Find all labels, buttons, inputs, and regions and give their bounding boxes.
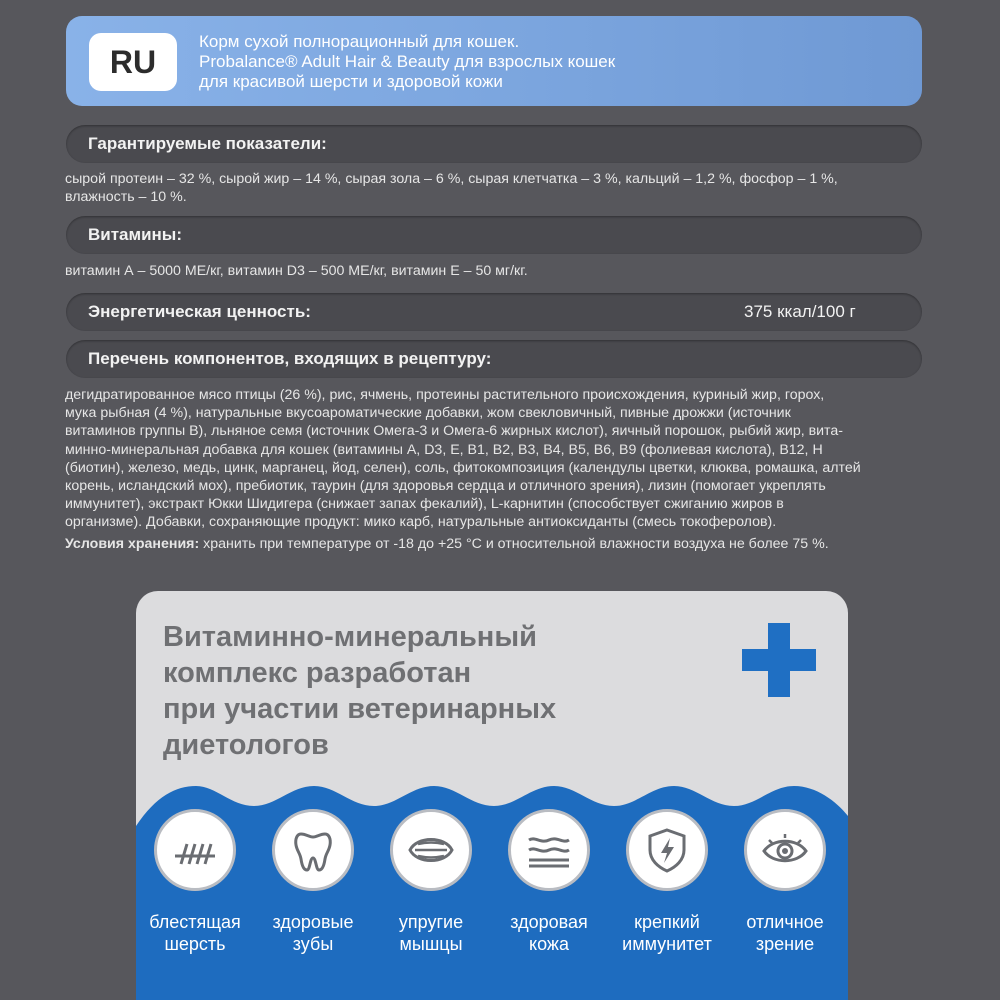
section-bar-ingredients <box>66 340 922 378</box>
ingredients-text <box>65 386 927 553</box>
feature-label: мышцы <box>399 934 463 954</box>
storage-label: Условия хранения: <box>65 535 200 552</box>
product-title-line: Корм сухой полнорационный для кошек. <box>199 32 520 51</box>
text-line: влажность – 10 %. <box>65 189 187 206</box>
panel-title-line: диетологов <box>163 729 329 761</box>
text-line: минно-минеральная добавка для кошек (витамины A, D3, E, B1, B2, B3, B4, B5, B6, B9 (фолиевая кислота), B12, H <box>65 441 823 458</box>
vitamins-text <box>65 262 927 280</box>
panel-title <box>163 619 556 763</box>
feature-label: крепкий <box>634 912 700 932</box>
feature-label: зубы <box>292 934 334 954</box>
product-title-line: Probalance® Adult Hair & Beauty для взрослых кошек <box>199 52 616 71</box>
panel-title-line: комплекс разработан <box>163 657 472 689</box>
section-title: Витамины: <box>88 225 182 244</box>
section-bar-guaranteed <box>66 125 922 163</box>
feature-label: кожа <box>529 934 569 954</box>
text-line: сырой протеин – 32 %, сырой жир – 14 %, сырая зола – 6 %, сырая клетчатка – 3 %, кальций – 1,2 %, фосфор – 1 %, <box>65 171 838 187</box>
eye-icon <box>761 826 809 874</box>
skin-icon <box>525 826 573 874</box>
feature-label: здоровые <box>272 912 354 932</box>
text-line: витаминов группы В), льняное семя (источник Омега-3 и Омега-6 жирных кислот), яичный порошок, рыбий жир, вита- <box>65 423 844 440</box>
blue-wave-band <box>136 766 848 1000</box>
storage-text: хранить при температуре от -18 до +25 °С и относительной влажности воздуха не более 75 %. <box>199 535 829 552</box>
tooth-icon <box>289 826 337 874</box>
text-line: организме). Добавки, сохраняющие продукт: мико карб, натуральные антиоксиданты (смесь токоферолов). <box>65 514 777 531</box>
feature-label: блестящая <box>149 912 241 932</box>
section-title: Энергетическая ценность: <box>88 302 311 321</box>
section-title: Гарантируемые показатели: <box>88 134 327 153</box>
section-bar-energy <box>66 293 922 331</box>
text-line: мука рыбная (4 %), натуральные вкусоароматические добавки, жом свекловичный, пивные дрожжи (источник <box>65 405 791 422</box>
plus-icon <box>742 623 816 697</box>
product-title <box>199 32 615 92</box>
text-line: иммунитет), экстракт Юкки Шидигера (снижает запах фекалий), L-карнитин (способствует сжиганию жиров в <box>65 496 784 513</box>
language-badge: RU <box>89 33 177 91</box>
feature-label: шерсть <box>164 934 226 954</box>
text-line: витамин А – 5000 МЕ/кг, витамин D3 – 500 МЕ/кг, витамин Е – 50 мг/кг. <box>65 263 528 279</box>
muscle-icon <box>407 826 455 874</box>
vet-complex-panel <box>136 591 848 1000</box>
feature-label: здоровая <box>510 912 588 932</box>
feature-label: зрение <box>755 934 815 954</box>
panel-title-line: Витаминно-минеральный <box>163 621 537 653</box>
feature-label: упругие <box>398 912 464 932</box>
product-title-line: для красивой шерсти и здоровой кожи <box>199 72 503 91</box>
feature-label: отличное <box>746 912 824 932</box>
product-header <box>66 16 922 106</box>
feature-label: иммунитет <box>622 934 712 954</box>
guaranteed-text <box>65 170 927 206</box>
text-line: дегидратированное мясо птицы (26 %), рис, ячмень, протеины растительного происхождения, куриный жир, горох, <box>65 387 825 403</box>
fur-icon <box>171 826 219 874</box>
text-line: корень, исландский мох), пребиотик, таурин (для здоровья сердца и отличного зрения), лизин (помогает укреплять <box>65 478 826 495</box>
section-bar-vitamins <box>66 216 922 254</box>
storage-conditions <box>65 535 927 553</box>
shield-icon <box>643 826 691 874</box>
energy-value: 375 ккал/100 г <box>744 302 856 321</box>
section-title: Перечень компонентов, входящих в рецептуру: <box>88 349 492 368</box>
panel-title-line: при участии ветеринарных <box>163 693 557 725</box>
text-line: (биотин), железо, медь, цинк, марганец, йод, селен), соль, фитокомпозиция (календулы цветки, клюква, ромашка, алтей <box>65 459 861 476</box>
